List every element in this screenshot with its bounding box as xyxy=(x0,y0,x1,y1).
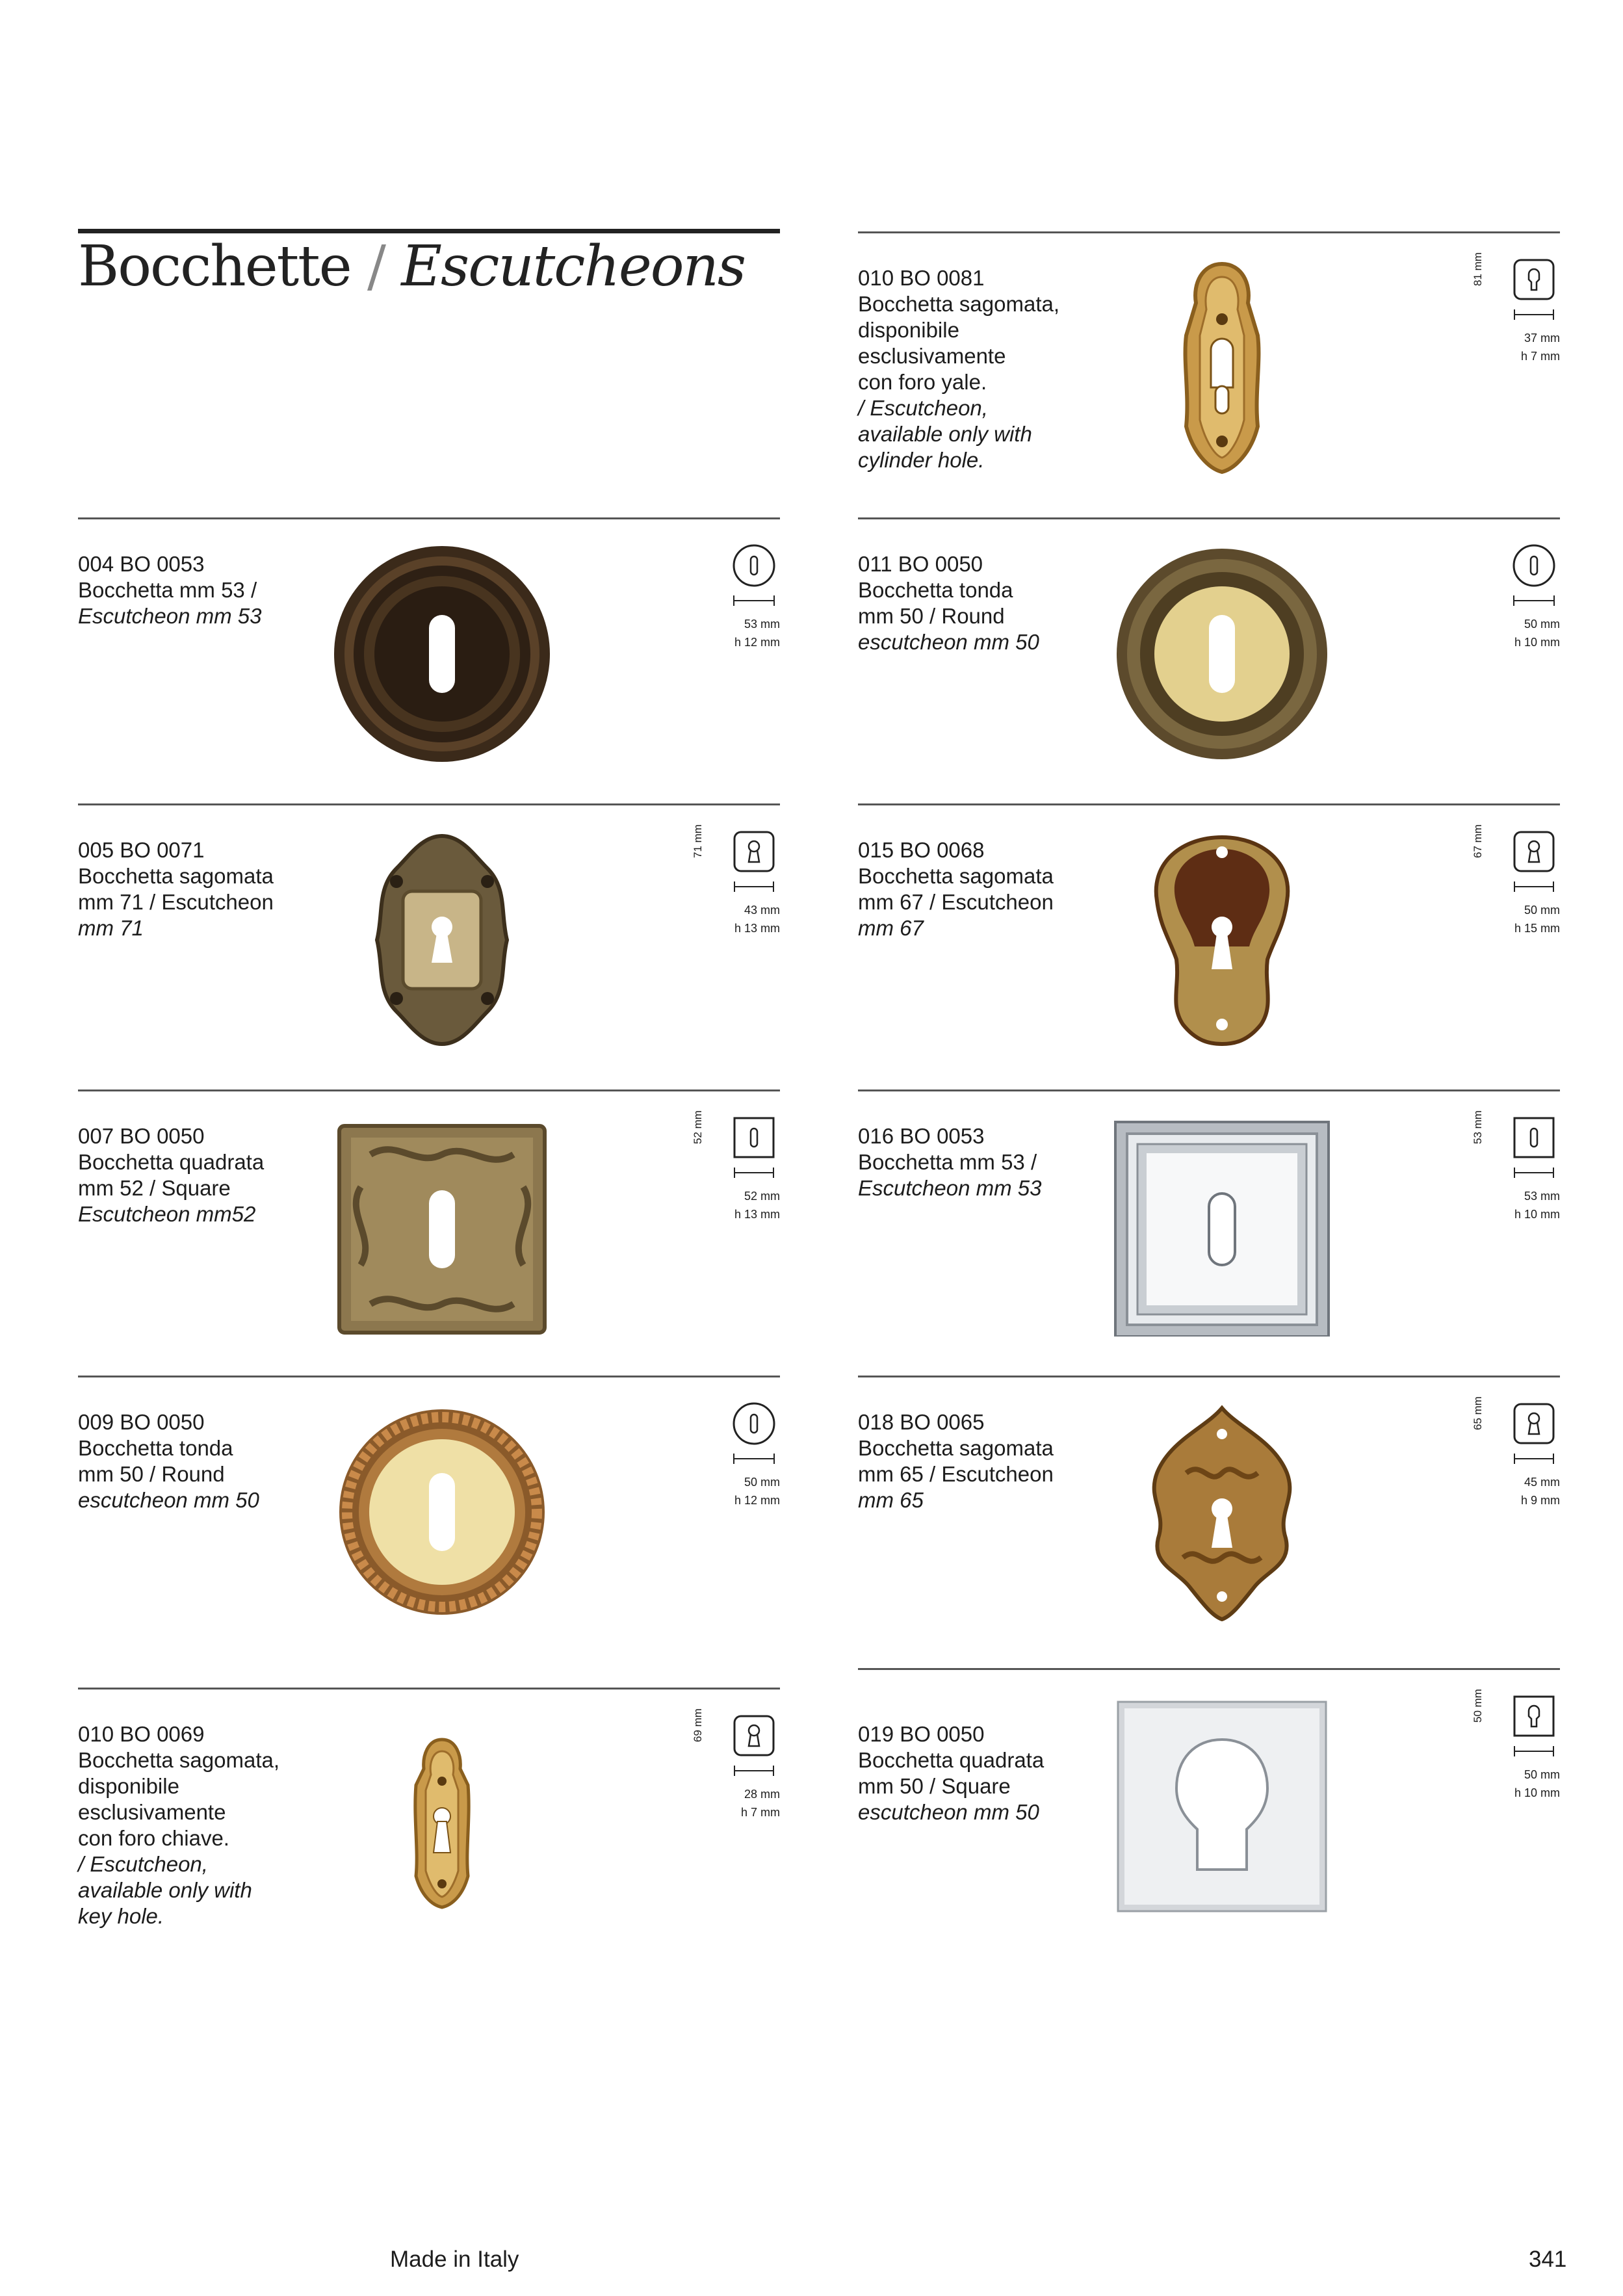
footer-made-in-italy: Made in Italy xyxy=(390,2247,519,2272)
product-code: 010 BO 0081 xyxy=(858,266,985,290)
page-title xyxy=(78,234,745,299)
section-divider xyxy=(78,1688,780,1689)
thickness-label: h 12 mm xyxy=(734,1494,780,1507)
product-description: Bocchetta tonda mm 50 / Round escutcheon mm 50 xyxy=(858,578,1039,654)
product-description: Bocchetta tonda mm 50 / Round escutcheon mm 50 xyxy=(78,1436,259,1512)
thickness-label: h 13 mm xyxy=(734,922,780,935)
product-card xyxy=(858,1376,1560,1636)
title-separator: / xyxy=(367,234,385,299)
product-card xyxy=(858,517,1560,777)
product-photo xyxy=(299,1115,585,1337)
width-label: 50 mm xyxy=(1524,1768,1560,1781)
cylinder-keyhole-icon xyxy=(1511,257,1560,326)
product-card xyxy=(78,803,780,1063)
product-code: 011 BO 0050 xyxy=(858,552,983,576)
width-label: 28 mm xyxy=(744,1788,780,1801)
thickness-label: h 10 mm xyxy=(1514,1786,1560,1799)
product-card xyxy=(858,231,1560,491)
product-photo xyxy=(1079,543,1365,764)
section-divider xyxy=(78,803,780,805)
thickness-label: h 10 mm xyxy=(1514,636,1560,649)
height-label: 65 mm xyxy=(1472,1396,1484,1430)
dimension-spec xyxy=(682,1402,780,1512)
product-card xyxy=(858,1089,1560,1350)
product-photo xyxy=(1079,257,1365,478)
height-label: 50 mm xyxy=(1472,1689,1484,1723)
width-label: 50 mm xyxy=(1524,618,1560,631)
width-label: 37 mm xyxy=(1524,332,1560,345)
section-divider xyxy=(858,231,1560,233)
width-label: 50 mm xyxy=(744,1476,780,1489)
thickness-label: h 9 mm xyxy=(1520,1494,1560,1507)
product-card xyxy=(78,1688,780,1948)
key-keyhole-icon xyxy=(731,829,780,898)
round-keyhole-icon xyxy=(1511,543,1560,612)
cylinder-square-icon xyxy=(1511,1694,1560,1763)
product-description: Bocchetta sagomata, disponibile esclusivamente con foro yale. / Escutcheon, available only with cylinder hole. xyxy=(858,292,1060,472)
thickness-label: h 13 mm xyxy=(734,1208,780,1221)
product-description: Bocchetta quadrata mm 52 / Square Escutcheon mm52 xyxy=(78,1150,265,1226)
thickness-label: h 7 mm xyxy=(740,1806,780,1819)
product-code: 005 BO 0071 xyxy=(78,838,205,862)
section-divider xyxy=(858,1089,1560,1091)
dimension-spec xyxy=(682,1110,780,1226)
product-photo xyxy=(1079,1115,1365,1337)
product-card xyxy=(858,803,1560,1063)
product-description: Bocchetta sagomata, disponibile esclusivamente con foro chiave. / Escutcheon, available only with key hole. xyxy=(78,1748,280,1928)
title-english: Escutcheons xyxy=(401,234,746,299)
dimension-spec xyxy=(682,543,780,654)
height-label: 71 mm xyxy=(692,824,704,858)
height-label: 53 mm xyxy=(1472,1110,1484,1144)
width-label: 53 mm xyxy=(1524,1190,1560,1203)
width-label: 45 mm xyxy=(1524,1476,1560,1489)
dimension-spec xyxy=(1462,543,1560,654)
round-keyhole-icon xyxy=(731,1402,780,1470)
square-keyhole-icon xyxy=(731,1115,780,1184)
dimension-spec xyxy=(1462,1689,1560,1805)
round-keyhole-icon xyxy=(731,543,780,612)
height-label: 52 mm xyxy=(692,1110,704,1144)
thickness-label: h 10 mm xyxy=(1514,1208,1560,1221)
width-label: 52 mm xyxy=(744,1190,780,1203)
thickness-label: h 15 mm xyxy=(1514,922,1560,935)
dimension-spec xyxy=(1462,252,1560,368)
product-photo xyxy=(1079,829,1365,1050)
height-label: 69 mm xyxy=(692,1708,704,1742)
product-photo xyxy=(299,1402,585,1623)
product-code: 004 BO 0053 xyxy=(78,552,205,576)
product-photo xyxy=(299,829,585,1050)
key-keyhole-icon xyxy=(731,1714,780,1782)
dimension-spec xyxy=(682,1708,780,1824)
width-label: 43 mm xyxy=(744,904,780,917)
section-divider xyxy=(78,1089,780,1091)
product-photo xyxy=(299,543,585,764)
product-code: 009 BO 0050 xyxy=(78,1410,205,1434)
product-description: Bocchetta sagomata mm 65 / Escutcheon mm 65 xyxy=(858,1436,1054,1512)
product-code: 019 BO 0050 xyxy=(858,1722,985,1746)
key-keyhole-icon xyxy=(1511,829,1560,898)
thickness-label: h 7 mm xyxy=(1520,350,1560,363)
dimension-spec xyxy=(1462,824,1560,940)
product-card xyxy=(858,1668,1560,1928)
page-number: 341 xyxy=(1529,2247,1567,2272)
key-keyhole-icon xyxy=(1511,1402,1560,1470)
product-code: 016 BO 0053 xyxy=(858,1124,985,1148)
section-divider xyxy=(78,517,780,519)
section-divider xyxy=(858,1668,1560,1670)
section-divider xyxy=(858,803,1560,805)
product-photo xyxy=(1079,1694,1365,1915)
product-code: 010 BO 0069 xyxy=(78,1722,205,1746)
product-code: 018 BO 0065 xyxy=(858,1410,985,1434)
height-label: 81 mm xyxy=(1472,252,1484,286)
width-label: 53 mm xyxy=(744,618,780,631)
product-photo xyxy=(299,1714,585,1935)
product-description: Bocchetta mm 53 / Escutcheon mm 53 xyxy=(78,578,262,628)
product-description: Bocchetta mm 53 / Escutcheon mm 53 xyxy=(858,1150,1042,1200)
title-italian: Bocchette xyxy=(78,234,351,299)
square-keyhole-icon xyxy=(1511,1115,1560,1184)
product-code: 007 BO 0050 xyxy=(78,1124,205,1148)
product-card xyxy=(78,1089,780,1350)
dimension-spec xyxy=(682,824,780,940)
dimension-spec xyxy=(1462,1110,1560,1226)
section-divider xyxy=(858,1376,1560,1377)
thickness-label: h 12 mm xyxy=(734,636,780,649)
product-description: Bocchetta sagomata mm 67 / Escutcheon mm 67 xyxy=(858,864,1054,940)
product-card xyxy=(78,517,780,777)
product-description: Bocchetta sagomata mm 71 / Escutcheon mm 71 xyxy=(78,864,274,940)
section-divider xyxy=(858,517,1560,519)
heading-rule xyxy=(78,229,780,233)
product-card xyxy=(78,1376,780,1636)
height-label: 67 mm xyxy=(1472,824,1484,858)
section-divider xyxy=(78,1376,780,1377)
product-photo xyxy=(1079,1402,1365,1623)
width-label: 50 mm xyxy=(1524,904,1560,917)
dimension-spec xyxy=(1462,1396,1560,1512)
product-code: 015 BO 0068 xyxy=(858,838,985,862)
product-description: Bocchetta quadrata mm 50 / Square escutcheon mm 50 xyxy=(858,1748,1045,1824)
